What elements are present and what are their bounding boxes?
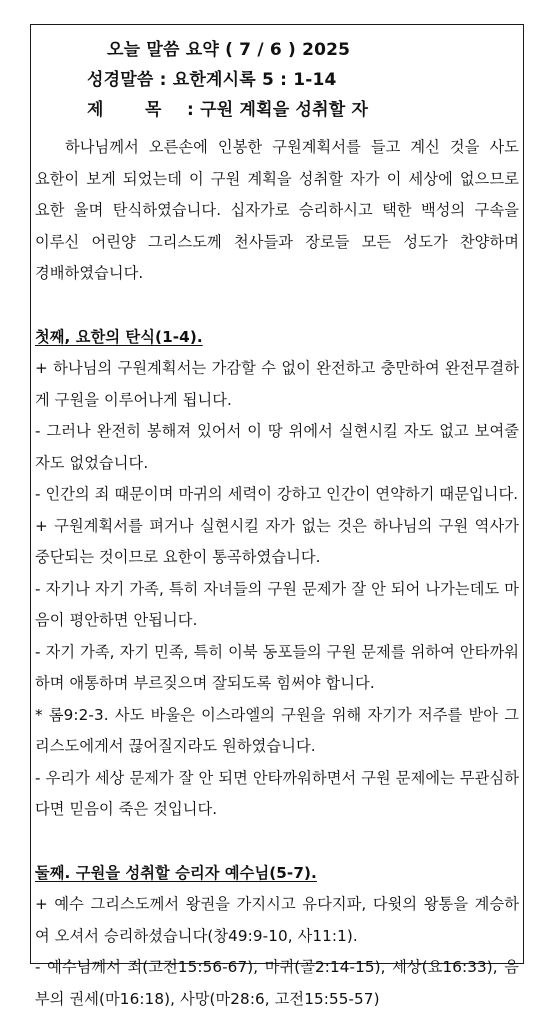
- scripture-label: 성경말씀: [87, 70, 154, 90]
- list-item: - 자기나 자기 가족, 특히 자녀들의 구원 문제가 잘 안 되어 나가는데도 마음이 평안하면 안됩니다.: [35, 579, 519, 629]
- subject-label: 제 목: [87, 100, 162, 120]
- spacer: [35, 826, 519, 858]
- subject-text: 구원 계획을 성취할 자: [200, 100, 369, 120]
- section-title-2: 둘째. 구원을 성취할 승리자 예수님(5-7).: [35, 863, 317, 882]
- subject-line: 제 목 : 구원 계획을 성취할 자: [87, 95, 368, 125]
- summary-content: [35, 132, 519, 1015]
- sermon-summary-box: [30, 24, 524, 1008]
- scripture-reference: 요한계시록 5 : 1-14: [172, 70, 337, 90]
- page-title: 오늘 말씀 요약 ( 7 / 6 ) 2025: [107, 40, 351, 60]
- list-item: - 우리가 세상 문제가 잘 안 되면 안타까워하면서 구원 문제에는 무관심하다면 믿음이 죽은 것입니다.: [35, 768, 519, 818]
- list-item: - 자기 가족, 자기 민족, 특히 이북 동포들의 구원 문제를 위하여 안타까워하며 애통하며 부르짖으며 잘되도록 힘써야 합니다.: [35, 642, 519, 692]
- scripture-line: 성경말씀 : 요한계시록 5 : 1-14: [87, 70, 337, 90]
- section-title-1: 첫째, 요한의 탄식(1-4).: [35, 327, 203, 346]
- intro-paragraph: 하나님께서 오른손에 인봉한 구원계획서를 들고 계신 것을 사도 요한이 보게 되었는데 이 구원 계획을 성취할 자가 이 세상에 없으므로 요한 울며 탄식하였습니다. 십자가로 승리하시고 택한 백성의 구속을 이루신 어린양 그리스도께 천사들과 장로들 모든 성도가 찬양하며 경배하였습니다.: [35, 138, 519, 282]
- list-item: * 롬9:2-3. 사도 바울은 이스라엘의 구원을 위해 자기가 저주를 받아 그리스도에게서 끊어질지라도 원하였습니다.: [35, 705, 519, 755]
- list-item: - 그러나 완전히 봉해져 있어서 이 땅 위에서 실현시킬 자도 없고 보여줄 자도 없었습니다.: [35, 422, 519, 472]
- list-item: + 하나님의 구원계획서는 가감할 수 없이 완전하고 충만하여 완전무결하게 구원을 이루어나게 됩니다.: [35, 359, 519, 409]
- list-item: - 인간의 죄 때문이며 마귀의 세력이 강하고 인간이 연약하기 때문입니다.: [35, 485, 519, 503]
- list-item: + 구원계획서를 펴거나 실현시킬 자가 없는 것은 하나님의 구원 역사가 중단되는 것이므로 요한이 통곡하였습니다.: [35, 516, 519, 566]
- spacer: [35, 290, 519, 322]
- list-item: - 예수님께서 죄(고전15:56-67), 마귀(골2:14-15), 세상(요16:33), 음부의 권세(마16:18), 사망(마28:6, 고전15:55-57): [35, 958, 519, 1008]
- list-item: + 예수 그리스도께서 왕권을 가지시고 유다지파, 다윗의 왕통을 계승하여 오셔서 승리하셨습니다(창49:9-10, 사11:1).: [35, 895, 519, 945]
